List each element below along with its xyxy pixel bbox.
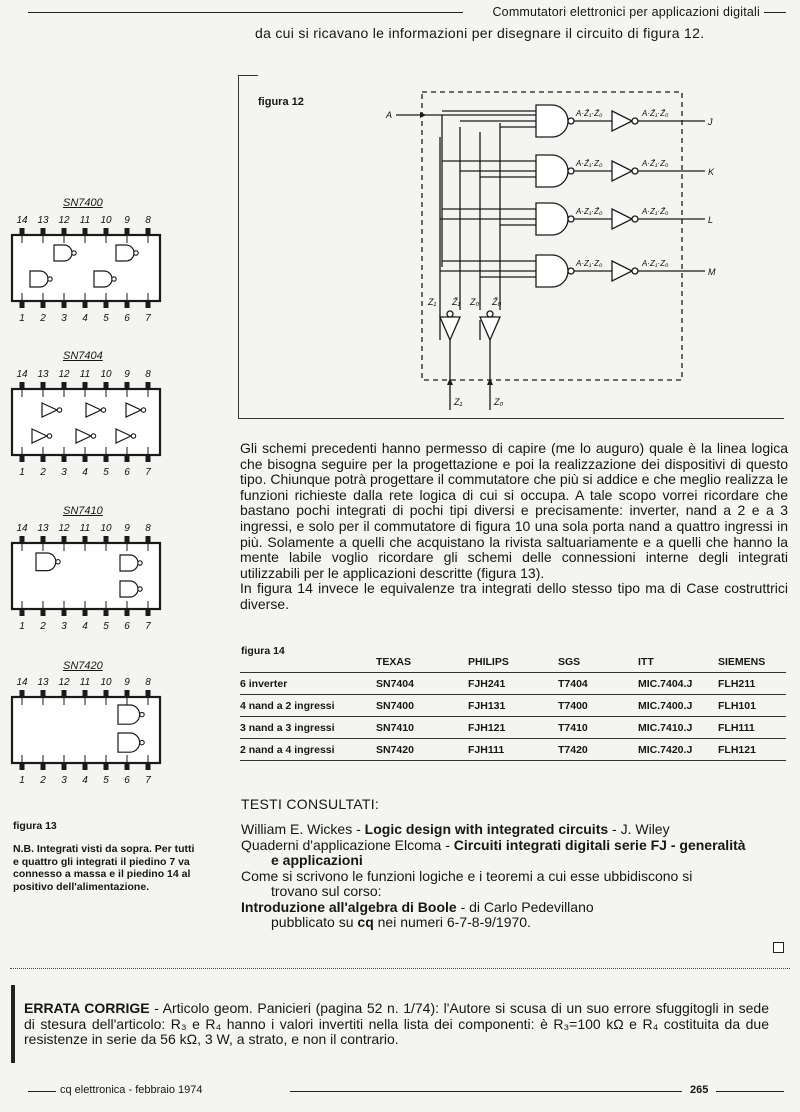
- errata-title: ERRATA CORRIGE: [24, 1000, 150, 1016]
- table-cell: MIC.7410.J: [638, 721, 693, 734]
- reference-1: [241, 822, 789, 838]
- table-cell: 2 nand a 4 ingressi: [240, 743, 335, 756]
- pin-number-bottom: 3: [61, 313, 67, 324]
- pin-number-top: 12: [58, 523, 70, 534]
- footer-rule-right: [716, 1091, 784, 1092]
- equivalence-table: [240, 651, 786, 761]
- pin-number-top: 14: [16, 677, 28, 688]
- figure-13-chips: [6, 195, 176, 795]
- label-z1: Z₁: [428, 297, 437, 307]
- table-header: PHILIPS: [468, 655, 509, 668]
- chip-name-sn7410: SN7410: [63, 505, 103, 517]
- chip-sn7400: [12, 215, 160, 324]
- ref-author: Quaderni d'applicazione Elcoma -: [241, 836, 454, 853]
- table-cell: FLH111: [718, 721, 755, 734]
- pin-number-top: 14: [16, 523, 28, 534]
- table-cell: FLH101: [718, 699, 756, 712]
- body-paragraph-1: Gli schemi precedenti hanno permesso di capire (me lo auguro) quale è la linea logica che bisogna seguire per la progettazione e poi la realizzazione dei dispositivi di questo tipo. Chiunque potrà progettare il commutatore che più si addice e che meglio realizza le funzioni richieste dalla rete logica di cui si occupa. A tale scopo vorrei ricordare che bastano pochi integrati di pochi tipi diversi e precisamente: inverter, nand a 2 e a 3 ingressi, e solo per il commutatore di figura 10 una sola porta nand a quattro ingressi in più. Solamente a quelli che acquistano la rivista saltuariamente e a quelli che hanno la mente labile voglio ricordare gli schemi delle connessioni interne degli integrati utilizzabili per le applicazioni descritte (figura 13).: [240, 440, 788, 581]
- gate-term-4: A·Z₁·Z₀: [576, 259, 603, 268]
- pin-number-bottom: 1: [19, 621, 25, 632]
- header-rule-right: [764, 12, 786, 13]
- pin-number-top: 8: [145, 369, 151, 380]
- pin-number-bottom: 5: [103, 467, 109, 478]
- figure-12-circuit: [380, 85, 760, 415]
- pin-number-bottom: 6: [124, 313, 130, 324]
- pin-number-top: 9: [124, 369, 130, 380]
- pin-number-top: 11: [79, 523, 91, 534]
- pin-number-top: 10: [100, 677, 112, 688]
- figure-14-label: figura 14: [241, 645, 285, 657]
- pin-number-top: 12: [58, 369, 70, 380]
- body-text: [240, 441, 788, 613]
- ref-title: Circuiti integrati digitali serie FJ - generalità: [453, 836, 746, 853]
- inverter-term-4: A·Z₁·Z₀: [642, 259, 669, 268]
- pin-number-bottom: 6: [124, 467, 130, 478]
- header-rule-left: [28, 12, 463, 13]
- table-cell: SN7400: [376, 699, 414, 712]
- table-cell: SN7410: [376, 721, 414, 734]
- table-cell: SN7404: [376, 677, 414, 690]
- table-cell: T7400: [558, 699, 588, 712]
- errata-separator: [10, 968, 790, 969]
- gate-row-3: [440, 203, 713, 235]
- page-number: 265: [690, 1084, 709, 1096]
- inverter-term-3: A·Z₁·Z̄₀: [642, 207, 669, 216]
- reference-4: [241, 900, 789, 916]
- gate-term-2: A·Z̄₁·Z₀: [576, 159, 603, 168]
- pin-number-top: 9: [124, 523, 130, 534]
- body-paragraph-2: In figura 14 invece le equivalenze tra integrati dello stesso tipo ma di Case costruttrici diverse.: [240, 580, 788, 612]
- inverter-term-1: A·Z̄₁·Z̄₀: [642, 109, 669, 118]
- figure-13-note: N.B. Integrati visti da sopra. Per tutti e quattro gli integrati il piedino 7 va connesso a massa e il piedino 14 al positivo dell'alimentazione.: [13, 843, 195, 893]
- table-row: [240, 673, 786, 695]
- reference-3-cont: trovano sul corso:: [271, 883, 382, 899]
- gate-row-2: [442, 155, 715, 187]
- pin-number-bottom: 2: [40, 313, 46, 324]
- pin-number-bottom: 1: [19, 313, 25, 324]
- pin-number-bottom: 3: [61, 467, 67, 478]
- figure-12-label: figura 12: [258, 96, 304, 108]
- chip-name-sn7420: SN7420: [63, 660, 103, 672]
- table-header: SGS: [558, 655, 581, 668]
- references-heading: TESTI CONSULTATI:: [241, 796, 380, 812]
- pin-number-bottom: 1: [19, 467, 25, 478]
- pin-number-top: 11: [79, 369, 91, 380]
- footer-magazine: cq elettronica - febbraio 1974: [60, 1084, 203, 1096]
- errata-corrige: [24, 1001, 769, 1048]
- pin-number-bottom: 2: [40, 467, 46, 478]
- ref-pub-issues: nei numeri 6-7-8-9/1970.: [373, 914, 531, 930]
- table-header: [240, 651, 376, 673]
- pin-number-top: 8: [145, 215, 151, 226]
- label-z0: Z₀: [470, 297, 480, 307]
- pin-number-bottom: 4: [82, 313, 88, 324]
- ref-pub: pubblicato su: [271, 914, 358, 930]
- output-m: M: [708, 267, 716, 277]
- gate-row-4: [440, 255, 716, 287]
- reference-4-pub: [241, 915, 789, 931]
- table-cell: FJH131: [468, 699, 506, 712]
- ref-pub-magazine: cq: [357, 914, 374, 930]
- pin-number-top: 10: [100, 523, 112, 534]
- table-cell: 3 nand a 3 ingressi: [240, 721, 335, 734]
- table-cell: SN7420: [376, 743, 414, 756]
- footer-rule-left: [28, 1091, 56, 1092]
- table-cell: FLH121: [718, 743, 756, 756]
- pin-number-bottom: 7: [145, 313, 151, 324]
- gate-term-3: A·Z₁·Z̄₀: [576, 207, 603, 216]
- pin-number-bottom: 2: [40, 775, 46, 786]
- table-cell: T7404: [558, 677, 588, 690]
- chip-sn7404: [12, 369, 160, 478]
- pin-number-top: 13: [37, 215, 49, 226]
- pin-number-bottom: 4: [82, 621, 88, 632]
- pin-number-top: 12: [58, 677, 70, 688]
- table-cell: MIC.7420.J: [638, 743, 693, 756]
- table-row: [240, 695, 786, 717]
- table-cell: FJH111: [468, 743, 505, 756]
- pin-number-bottom: 5: [103, 313, 109, 324]
- table-cell: 6 inverter: [240, 677, 288, 690]
- input-a-label: A: [386, 110, 393, 120]
- ref-title-cont: e applicazioni: [271, 852, 363, 868]
- reference-2-cont: [241, 853, 789, 869]
- pin-number-top: 11: [79, 215, 91, 226]
- pin-number-bottom: 1: [19, 775, 25, 786]
- table-cell: T7410: [558, 721, 588, 734]
- ref-author: William E. Wickes -: [241, 821, 365, 837]
- gate-row-1: [442, 105, 713, 137]
- pin-number-top: 11: [79, 677, 91, 688]
- pin-number-top: 9: [124, 677, 130, 688]
- table-row: [240, 739, 786, 761]
- pin-number-top: 13: [37, 677, 49, 688]
- pin-number-top: 14: [16, 215, 28, 226]
- pin-number-top: 12: [58, 215, 70, 226]
- references-list: [241, 822, 789, 931]
- ref-title: Logic design with integrated circuits: [364, 821, 609, 837]
- table-header: SIEMENS: [718, 655, 766, 668]
- pin-number-bottom: 5: [103, 621, 109, 632]
- ref-author: - di Carlo Pedevillano: [456, 898, 594, 915]
- table-cell: FJH241: [468, 677, 506, 690]
- pin-number-top: 10: [100, 215, 112, 226]
- output-l: L: [708, 215, 714, 225]
- pin-number-top: 8: [145, 523, 151, 534]
- output-k: K: [708, 167, 715, 177]
- pin-number-top: 14: [16, 369, 28, 380]
- intro-text: da cui si ricavano le informazioni per disegnare il circuito di figura 12.: [255, 25, 705, 41]
- gate-term-1: A·Z̄₁·Z̄₀: [576, 109, 603, 118]
- table-cell: MIC.7400.J: [638, 699, 693, 712]
- pin-number-top: 13: [37, 523, 49, 534]
- table-cell: MIC.7404.J: [638, 677, 693, 690]
- pin-number-bottom: 7: [145, 467, 151, 478]
- pin-number-bottom: 7: [145, 775, 151, 786]
- pin-number-top: 13: [37, 369, 49, 380]
- reference-3: Come si scrivono le funzioni logiche e i teoremi a cui esse ubbidiscono si: [241, 867, 693, 884]
- errata-bar: [11, 985, 15, 1063]
- pin-number-bottom: 3: [61, 621, 67, 632]
- figure-13-label: figura 13: [13, 820, 57, 832]
- pin-number-bottom: 3: [61, 775, 67, 786]
- footer-rule-mid: [290, 1091, 682, 1092]
- pin-number-bottom: 6: [124, 775, 130, 786]
- table-cell: FJH121: [468, 721, 506, 734]
- chip-name-sn7404: SN7404: [63, 350, 103, 362]
- chip-name-sn7400: SN7400: [63, 197, 103, 209]
- ref-publisher: - J. Wiley: [608, 821, 670, 837]
- inverter-term-2: A·Z̄₁·Z₀: [642, 159, 669, 168]
- table-header: ITT: [638, 655, 654, 668]
- output-j: J: [708, 117, 713, 127]
- input-z0-label: Z₀: [494, 397, 504, 407]
- table-row: [240, 717, 786, 739]
- errata-text: - Articolo geom. Panicieri (pagina 52 n. 1/74): l'Autore si scusa di un suo errore sfuggitogli in sede di stesura dell'articolo: R₃ e R₄ hanno i valori invertiti nella lista dei componenti: è R₃=100 kΩ e R₄ costituita da due resistenze in serie da 56 kΩ, 3 W, a strato, e non il contrario.: [24, 1000, 769, 1048]
- table-cell: T7420: [558, 743, 588, 756]
- table-header-row: [240, 651, 786, 673]
- ref-title: Introduzione all'algebra di Boole: [241, 898, 457, 915]
- table-cell: 4 nand a 2 ingressi: [240, 699, 335, 712]
- pin-number-bottom: 2: [40, 621, 46, 632]
- pin-number-bottom: 4: [82, 775, 88, 786]
- table-cell: FLH211: [718, 677, 756, 690]
- chip-sn7410: [12, 523, 160, 632]
- pin-number-bottom: 6: [124, 621, 130, 632]
- pin-number-bottom: 4: [82, 467, 88, 478]
- pin-number-top: 9: [124, 215, 130, 226]
- pin-number-top: 8: [145, 677, 151, 688]
- pin-number-bottom: 5: [103, 775, 109, 786]
- label-z0bar: Z̄₀: [492, 297, 502, 307]
- table-header: TEXAS: [376, 655, 412, 668]
- reference-2: [241, 838, 789, 854]
- pin-number-bottom: 7: [145, 621, 151, 632]
- label-z1bar: Z̄₁: [452, 297, 461, 307]
- input-z1-label: Z₁: [454, 397, 463, 407]
- pin-number-top: 10: [100, 369, 112, 380]
- chip-sn7420: [12, 677, 160, 786]
- end-of-article-mark: [773, 942, 784, 953]
- running-header: Commutatori elettronici per applicazioni digitali: [492, 5, 760, 19]
